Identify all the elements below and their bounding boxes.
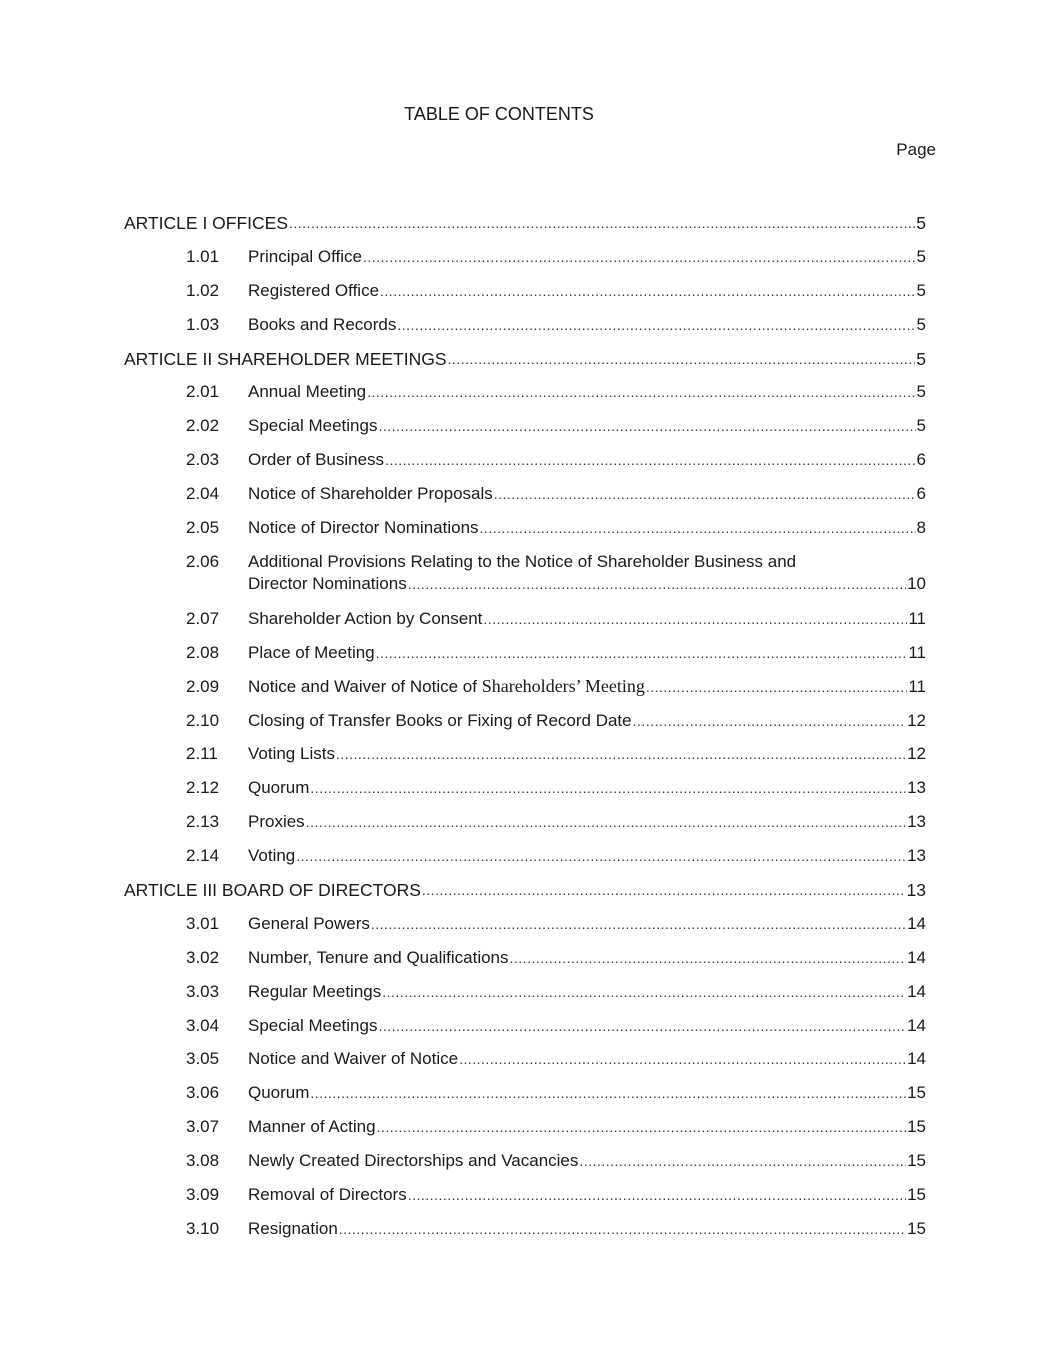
toc-section-title: Order of Business <box>248 450 385 470</box>
toc-article-2[interactable] <box>124 348 926 370</box>
toc-article-label: ARTICLE I OFFICES <box>124 213 289 233</box>
toc-section-title: Closing of Transfer Books or Fixing of Record Date <box>248 710 632 730</box>
dot-leader <box>510 947 907 969</box>
toc-section-title: Special Meetings <box>248 1015 378 1035</box>
toc-section-number: 2.04 <box>186 484 220 504</box>
toc-section-title: Principal Office <box>248 246 363 266</box>
dot-leader <box>480 517 916 539</box>
toc-page-number: 5 <box>916 348 926 369</box>
toc-section-3-06[interactable] <box>124 1082 926 1104</box>
toc-page-number: 12 <box>907 744 926 764</box>
toc-section-title: Books and Records <box>248 314 397 334</box>
toc-section-title <box>248 675 646 698</box>
dot-leader <box>459 1048 906 1070</box>
dot-leader <box>363 246 916 268</box>
toc-section-number: 2.02 <box>186 416 220 436</box>
toc-section-number: 2.09 <box>186 676 220 696</box>
toc-section-number: 2.01 <box>186 382 220 402</box>
toc-section-2-04[interactable] <box>124 483 926 505</box>
toc-section-2-13[interactable] <box>124 811 926 833</box>
toc-section-2-07[interactable] <box>124 608 926 630</box>
toc-page-number: 14 <box>907 947 926 967</box>
dot-leader <box>339 1218 906 1240</box>
dot-leader <box>646 676 908 698</box>
toc-section-number: 2.11 <box>186 744 218 764</box>
toc-section-title: Regular Meetings <box>248 981 382 1001</box>
toc-article-1[interactable] <box>124 212 926 234</box>
toc-section-number: 2.13 <box>186 812 220 832</box>
toc-section-title: Annual Meeting <box>248 382 367 402</box>
toc-section-2-12[interactable] <box>124 777 926 799</box>
toc-section-1-01[interactable] <box>124 246 926 268</box>
toc-section-number: 3.10 <box>186 1218 220 1238</box>
toc-section-number: 3.06 <box>186 1083 220 1103</box>
toc-page-number: 14 <box>907 913 926 933</box>
toc-section-2-10[interactable] <box>124 710 926 732</box>
table-of-contents <box>124 212 926 1252</box>
toc-section-number: 2.12 <box>186 778 220 798</box>
toc-section-number: 2.10 <box>186 710 220 730</box>
dot-leader <box>397 314 915 336</box>
toc-page-number: 13 <box>907 778 926 798</box>
toc-page-number: 11 <box>908 676 926 696</box>
toc-article-label: ARTICLE II SHAREHOLDER MEETINGS <box>124 348 447 369</box>
toc-section-number: 3.01 <box>186 913 220 933</box>
dot-leader <box>422 879 906 901</box>
page-title: TABLE OF CONTENTS <box>404 104 594 124</box>
toc-page-number: 11 <box>908 642 926 662</box>
toc-section-number: 3.04 <box>186 1015 220 1035</box>
toc-page-number: 5 <box>916 314 926 334</box>
toc-section-3-05[interactable] <box>124 1048 926 1070</box>
toc-page-number: 5 <box>916 246 926 266</box>
toc-section-title: Place of Meeting <box>248 642 375 662</box>
toc-page-number: 12 <box>907 710 926 730</box>
toc-section-number: 1.03 <box>186 314 220 334</box>
toc-section-number: 2.14 <box>186 846 220 866</box>
toc-page-number: 13 <box>907 846 926 866</box>
toc-section-title-line1: Additional Provisions Relating to the Notice of Shareholder Business and <box>248 551 797 571</box>
toc-page-number: 5 <box>916 382 926 402</box>
toc-section-2-09[interactable] <box>124 676 926 698</box>
toc-section-number: 3.09 <box>186 1185 220 1205</box>
toc-page-number: 15 <box>907 1117 926 1137</box>
toc-section-title: Notice and Waiver of Notice <box>248 1049 459 1069</box>
toc-section-number: 2.03 <box>186 450 220 470</box>
dot-leader <box>310 1082 906 1104</box>
dot-leader <box>367 381 915 403</box>
toc-section-2-14[interactable] <box>124 845 926 867</box>
toc-section-title: Notice of Director Nominations <box>248 518 479 538</box>
toc-section-1-02[interactable] <box>124 280 926 302</box>
toc-page-number: 6 <box>916 484 926 504</box>
toc-section-number: 3.03 <box>186 981 220 1001</box>
toc-section-2-03[interactable] <box>124 449 926 471</box>
dot-leader <box>448 348 916 370</box>
toc-section-3-03[interactable] <box>124 981 926 1003</box>
toc-section-title: Shareholder Action by Consent <box>248 608 483 628</box>
toc-article-label: ARTICLE III BOARD OF DIRECTORS <box>124 880 421 901</box>
dot-leader <box>376 642 908 664</box>
toc-section-title: Special Meetings <box>248 416 378 436</box>
toc-section-3-01[interactable] <box>124 913 926 935</box>
toc-section-title-line2: Director Nominations <box>248 573 407 593</box>
toc-section-number: 3.05 <box>186 1049 220 1069</box>
toc-section-number: 2.05 <box>186 518 220 538</box>
toc-section-3-09[interactable] <box>124 1184 926 1206</box>
toc-section-title-sans: Notice and Waiver of Notice of <box>248 676 482 696</box>
toc-section-number: 3.07 <box>186 1117 220 1137</box>
toc-page-number: 5 <box>916 280 926 300</box>
dot-leader <box>296 845 906 867</box>
dot-leader <box>371 913 906 935</box>
dot-leader <box>408 1184 906 1206</box>
toc-page-number: 14 <box>907 1049 926 1069</box>
page-column-label: Page <box>896 140 936 159</box>
toc-section-number: 2.08 <box>186 642 220 662</box>
dot-leader <box>306 811 906 833</box>
dot-leader <box>408 573 906 595</box>
toc-section-number: 2.06 <box>186 551 220 571</box>
dot-leader <box>494 483 916 505</box>
toc-section-2-01[interactable] <box>124 381 926 403</box>
toc-section-title: Manner of Acting <box>248 1117 376 1137</box>
dot-leader <box>382 981 906 1003</box>
toc-section-2-02[interactable] <box>124 415 926 437</box>
toc-page-number: 15 <box>907 1185 926 1205</box>
dot-leader <box>378 415 915 437</box>
toc-page-number: 6 <box>916 450 926 470</box>
toc-page-number: 13 <box>907 812 926 832</box>
toc-page-number: 15 <box>907 1151 926 1171</box>
toc-section-title: Resignation <box>248 1218 338 1238</box>
toc-section-title-serif: Shareholders’ Meeting <box>481 675 645 696</box>
toc-section-title: Number, Tenure and Qualifications <box>248 947 509 967</box>
toc-section-2-11[interactable] <box>124 743 926 765</box>
toc-section-2-08[interactable] <box>124 642 926 664</box>
dot-leader <box>378 1015 906 1037</box>
toc-section-2-05[interactable] <box>124 517 926 539</box>
toc-page-number: 5 <box>916 213 926 233</box>
toc-section-title: Voting <box>248 846 296 866</box>
toc-page-number: 5 <box>916 416 926 436</box>
toc-section-title: General Powers <box>248 913 370 933</box>
toc-section-title: Proxies <box>248 812 305 832</box>
dot-leader <box>385 449 915 471</box>
toc-section-2-06[interactable] <box>124 551 926 595</box>
toc-section-number: 2.07 <box>186 608 220 628</box>
toc-page-number: 15 <box>907 1218 926 1238</box>
toc-section-number: 1.01 <box>186 246 220 266</box>
dot-leader <box>380 280 916 302</box>
toc-article-3[interactable] <box>124 879 926 901</box>
toc-section-title: Newly Created Directorships and Vacancies <box>248 1151 579 1171</box>
toc-section-3-04[interactable] <box>124 1015 926 1037</box>
dot-leader <box>633 710 906 732</box>
toc-section-3-02[interactable] <box>124 947 926 969</box>
toc-section-title: Removal of Directors <box>248 1185 407 1205</box>
toc-section-number: 3.08 <box>186 1151 220 1171</box>
toc-section-title: Registered Office <box>248 280 380 300</box>
dot-leader <box>483 608 907 630</box>
dot-leader <box>579 1150 906 1172</box>
toc-section-3-10[interactable] <box>124 1218 926 1240</box>
toc-page-number: 8 <box>916 518 926 538</box>
toc-page-number: 14 <box>907 981 926 1001</box>
toc-page-number: 13 <box>906 880 926 901</box>
dot-leader <box>289 212 915 234</box>
toc-page-number: 14 <box>907 1015 926 1035</box>
dot-leader <box>377 1116 907 1138</box>
toc-section-1-03[interactable] <box>124 314 926 336</box>
toc-section-title: Quorum <box>248 778 310 798</box>
toc-page-number: 10 <box>907 573 926 593</box>
dot-leader <box>336 743 906 765</box>
toc-page-number: 15 <box>907 1083 926 1103</box>
toc-section-3-08[interactable] <box>124 1150 926 1172</box>
toc-section-title: Quorum <box>248 1083 310 1103</box>
toc-page-number: 11 <box>908 608 926 628</box>
toc-section-number: 1.02 <box>186 280 220 300</box>
toc-section-3-07[interactable] <box>124 1116 926 1138</box>
toc-section-number: 3.02 <box>186 947 220 967</box>
toc-section-title: Voting Lists <box>248 744 335 764</box>
dot-leader <box>310 777 906 799</box>
toc-section-title: Notice of Shareholder Proposals <box>248 484 493 504</box>
